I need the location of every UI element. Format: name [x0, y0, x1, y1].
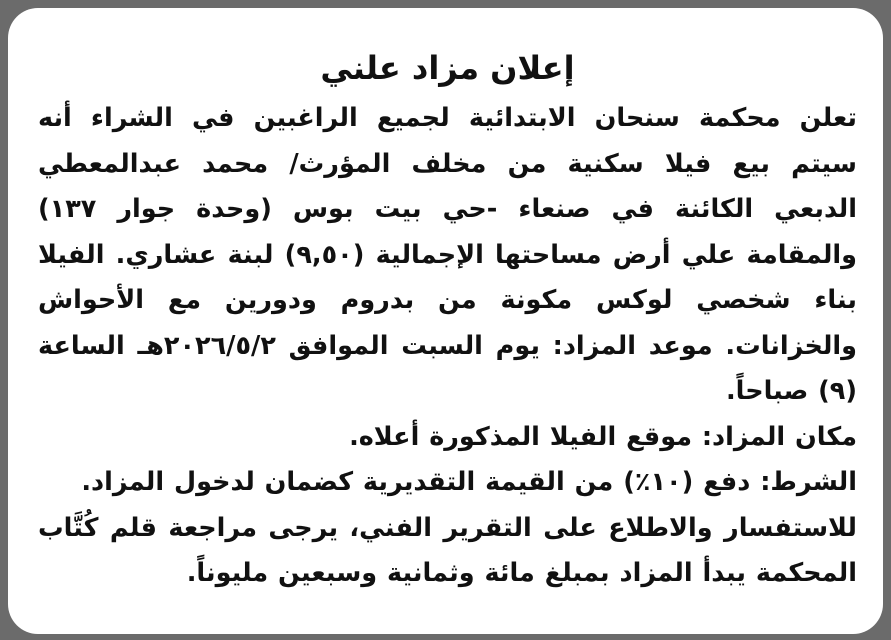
- auction-condition: الشرط: دفع (١٠٪) من القيمة التقديرية كضمان لدخول المزاد.: [81, 467, 857, 497]
- auction-notice: [8, 42, 883, 597]
- notice-title: إعلان مزاد علني: [320, 49, 575, 87]
- auction-inquiry: للاستفسار والاطلاع على التقرير الفني، يرجى مراجعة قلم كُتَّاب المحكمة يبدأ المزاد بمبلغ مائة وثمانية وسبعين مليوناً.: [38, 512, 857, 588]
- notice-body: تعلن محكمة سنحان الابتدائية لجميع الراغبين في الشراء أنه سيتم بيع فيلا سكنية من مخلف المؤرث/ محمد عبدالمعطي الدبعي الكائنة في صنعاء -حي بيت بوس (وحدة جوار ١٣٧) والمقامة علي أرض مساحتها الإجمالية (٩,٥٠) لبنة عشاري. الفيلا بناء شخصي لوكس مكونة من بدروم ودورين مع الأحواش والخزانات. موعد المزاد: يوم السبت الموافق ٢٠٢٦/٥/٢هـ الساعة (٩) صباحاً.: [38, 103, 857, 406]
- auction-location: مكان المزاد: موقع الفيلا المذكورة أعلاه.: [349, 421, 857, 452]
- notice-frame: [8, 8, 883, 634]
